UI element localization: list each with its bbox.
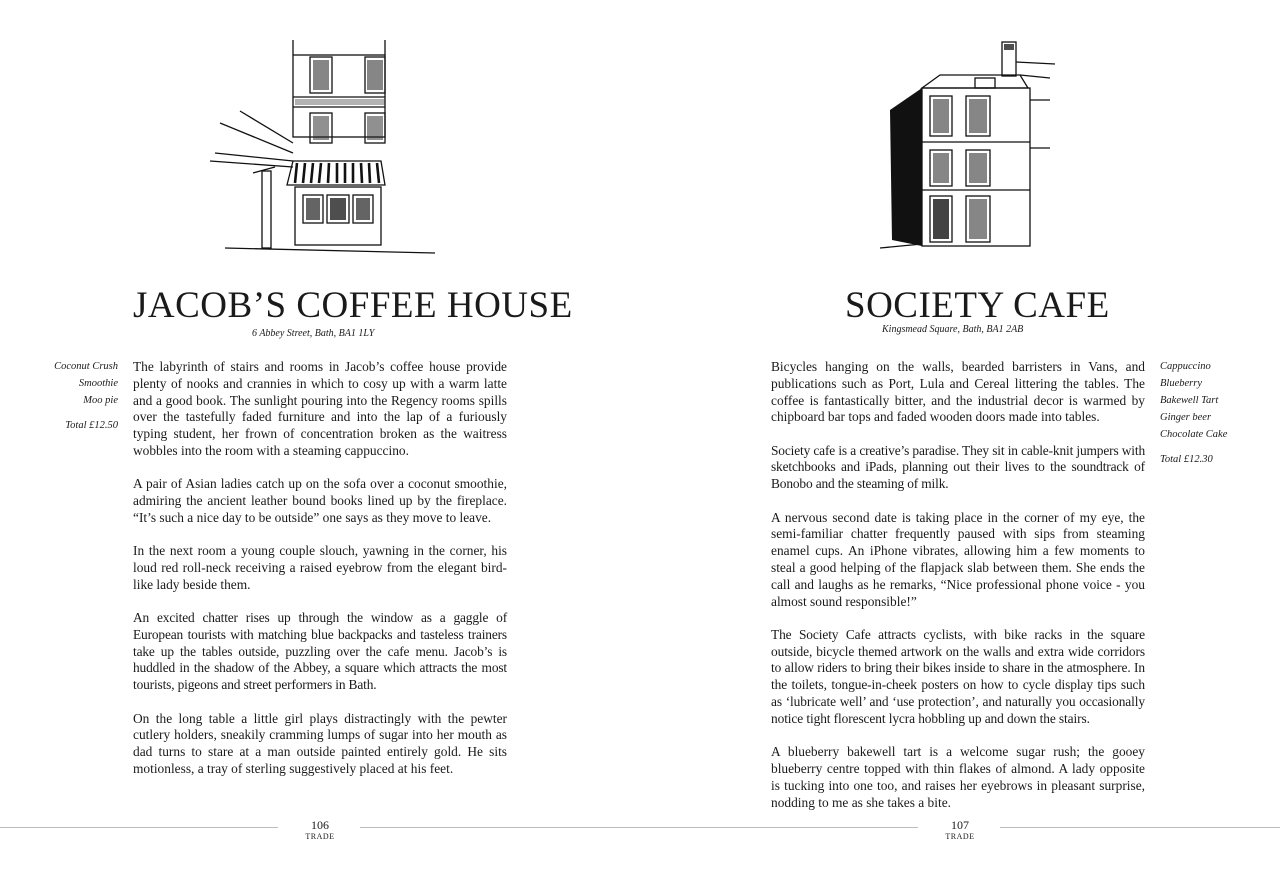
- venue-address: 6 Abbey Street, Bath, BA1 1LY: [252, 328, 375, 339]
- menu-item: Cappuccino: [1160, 361, 1211, 372]
- footer-divider: [360, 827, 640, 828]
- paragraph: The Society Cafe attracts cyclists, with bike racks in the square outside, bicycle themed artwork on the walls and extra wide corridors to allow riders to bring their bikes inside to share in the atmosphere. In the toilets, tongue-in-cheek posters on how to cycle display tips such as ‘lubricate well’ and ‘use protection’, and naturally you occasionally notice tight florescent lycra hobbling up and down the stairs.: [771, 626, 1145, 726]
- page-number: [290, 819, 350, 842]
- menu-item: Smoothie: [78, 378, 118, 389]
- venue-address: Kingsmead Square, Bath, BA1 2AB: [882, 324, 1024, 335]
- order-total: Total £12.50: [65, 420, 118, 431]
- footer-divider: [1000, 827, 1280, 828]
- order-list: [1160, 358, 1250, 468]
- society-cafe-illustration: [870, 30, 1060, 250]
- paragraph: An excited chatter rises up through the window as a gaggle of European tourists with matching blue backpacks and tasteless trainers take up the tables outside, puzzling over the cafe menu. Jacob’s is huddled in the shadow of the Abbey, a square which attracts the most tourists, pigeons and street performers in Bath.: [133, 610, 507, 693]
- page-number: [930, 819, 990, 842]
- page-title: SOCIETY CAFE: [845, 285, 1110, 326]
- section-label: TRADE: [305, 832, 335, 841]
- footer-divider: [0, 827, 278, 828]
- article-body: [133, 359, 507, 794]
- page-number-value: 107: [951, 818, 969, 832]
- paragraph: A nervous second date is taking place in the corner of my eye, the semi-familiar chatter frequently paused with sips from steaming enamel cups. An iPhone vibrates, allowing him a few moments to steal a good helping of the flapjack slab between them. She ends the call and laughs as he remarks, “Nice professional phone voice - you almost sound responsible!”: [771, 509, 1145, 609]
- menu-item: Coconut Crush: [54, 361, 118, 372]
- paragraph: A pair of Asian ladies catch up on the sofa over a coconut smoothie, admiring the ancient leather bound books lined up by the fireplace. “It’s such a nice day to be outside” one says as they move to leave.: [133, 476, 507, 525]
- order-list: [40, 358, 118, 434]
- paragraph: In the next room a young couple slouch, yawning in the corner, his loud red roll-neck receiving a raised eyebrow from the elegant bird-like lady beside them.: [133, 543, 507, 592]
- paragraph: On the long table a little girl plays distractingly with the pewter cutlery holders, sneakily cramming lumps of sugar into her mouth as dad turns to stare at a man outside painted entirely gold. He sits motionless, a tray of sterling suggestively placed at his feet.: [133, 710, 507, 776]
- page-title: JACOB’S COFFEE HOUSE: [133, 285, 573, 326]
- paragraph: Bicycles hanging on the walls, bearded barristers in Vans, and publications such as Port, Lula and Cereal littering the tables. The coffee is fantastically bitter, and the industrial decor is warmed by chipboard bar tops and faded wooden doors made into tables.: [771, 359, 1145, 425]
- page-number-value: 106: [311, 818, 329, 832]
- menu-item: Blueberry: [1160, 378, 1202, 389]
- menu-item: Chocolate Cake: [1160, 429, 1228, 440]
- section-label: TRADE: [945, 832, 975, 841]
- paragraph: Society cafe is a creative’s paradise. They sit in cable-knit jumpers with sketchbooks and iPads, planning out their lives to the soundtrack of Bonobo and the steaming of milk.: [771, 442, 1145, 492]
- paragraph: A blueberry bakewell tart is a welcome sugar rush; the gooey blueberry centre topped with thin flakes of almond. A lady opposite is tucking into one too, and raises her eyebrows in pleasant surprise, nodding to me as she takes a bite.: [771, 744, 1145, 810]
- paragraph: The labyrinth of stairs and rooms in Jacob’s coffee house provide plenty of nooks and crannies in which to cosy up with a warm latte and a good book. The sunlight pouring into the Regency rooms spills over the tastefully faded furniture and into the lap of a furiously typing student, her frown of concentration broken as the waitress wobbles into the room with a steaming cappuccino.: [133, 359, 507, 458]
- footer-divider: [640, 827, 918, 828]
- order-total: Total £12.30: [1160, 454, 1213, 465]
- menu-item: Moo pie: [83, 395, 118, 406]
- article-body: [771, 359, 1145, 828]
- menu-item: Bakewell Tart: [1160, 395, 1219, 406]
- jacobs-coffee-house-illustration: [205, 35, 435, 255]
- menu-item: Ginger beer: [1160, 412, 1212, 423]
